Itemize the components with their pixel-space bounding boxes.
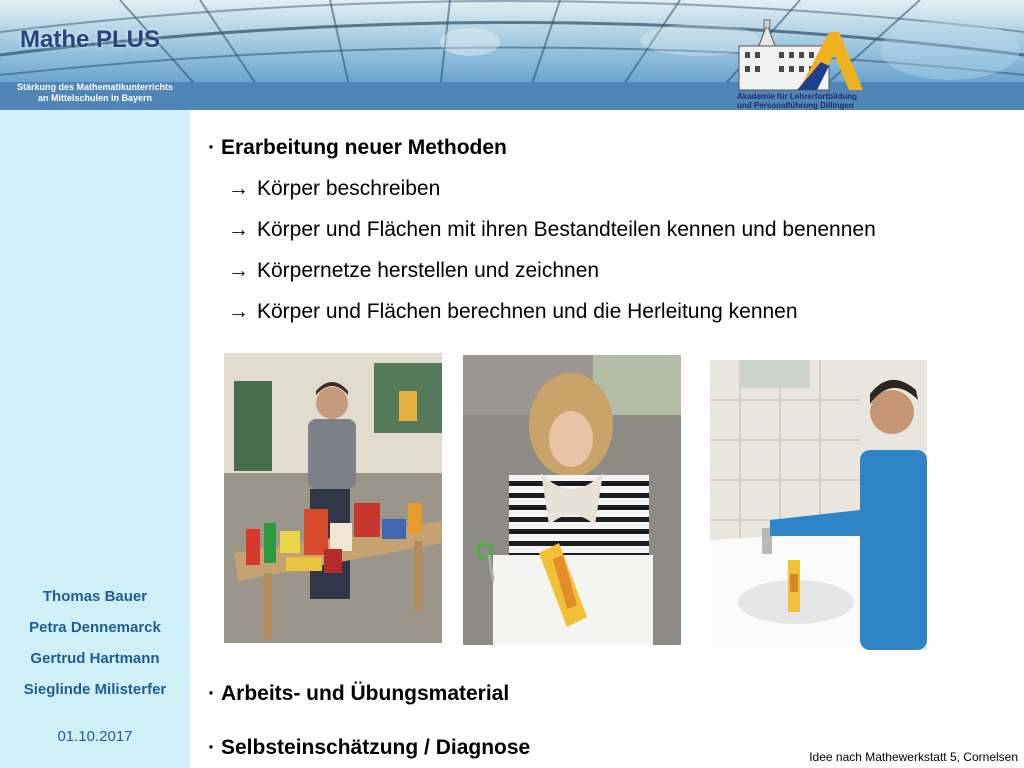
bullet-methods <box>208 136 507 160</box>
bullet-diagnosis-text: Selbsteinschätzung / Diagnose <box>221 736 531 759</box>
author-name: Thomas Bauer <box>42 588 148 605</box>
bullet-dot: · <box>208 136 215 159</box>
bullet-dot: · <box>208 682 215 705</box>
logo-caption-line-2: und Personalführung Dillingen <box>737 101 854 110</box>
sub-item <box>228 177 440 201</box>
bullet-diagnosis <box>208 736 530 760</box>
presentation-date: 01.10.2017 <box>57 728 133 745</box>
sub-item <box>228 259 599 283</box>
sub-item <box>228 300 798 324</box>
author-name: Petra Dennemarck <box>29 619 161 636</box>
bullet-dot: · <box>208 736 215 759</box>
photo-boy-with-packages <box>224 353 442 643</box>
author-name: Gertrud Hartmann <box>30 650 160 667</box>
app-subtitle <box>0 82 190 104</box>
subtitle-line-1: Stärkung des Mathematikunterrichts <box>16 82 174 92</box>
source-note: Idee nach Mathewerkstatt 5, Cornelsen <box>809 750 1018 764</box>
arrow-right-icon: → <box>228 300 249 323</box>
bullet-material <box>208 682 509 706</box>
sidebar <box>0 110 190 768</box>
author-list <box>0 588 190 712</box>
sub-item-text: Körpernetze herstellen und zeichnen <box>257 259 600 282</box>
app-title: Mathe PLUS <box>20 26 161 53</box>
photo-girl-measuring <box>463 355 681 645</box>
subtitle-line-2: an Mittelschulen in Bayern <box>37 93 153 103</box>
header-banner <box>0 0 1024 110</box>
photo-boy-at-sink <box>710 360 927 650</box>
logo-caption <box>737 92 897 110</box>
arrow-right-icon: → <box>228 218 249 241</box>
sub-item-text: Körper beschreiben <box>257 177 441 200</box>
sub-item-text: Körper und Flächen berechnen und die Herleitung kennen <box>257 300 798 323</box>
sub-item-text: Körper und Flächen mit ihren Bestandteilen kennen und benennen <box>257 218 876 241</box>
author-name: Sieglinde Milisterfer <box>23 681 167 698</box>
arrow-right-icon: → <box>228 259 249 282</box>
slide-content <box>190 110 1024 768</box>
bullet-methods-text: Erarbeitung neuer Methoden <box>221 136 507 159</box>
sub-item <box>228 218 876 242</box>
bullet-material-text: Arbeits- und Übungsmaterial <box>221 682 510 705</box>
arrow-right-icon: → <box>228 177 249 200</box>
logo-caption-line-1: Akademie für Lehrerfortbildung <box>737 92 858 101</box>
